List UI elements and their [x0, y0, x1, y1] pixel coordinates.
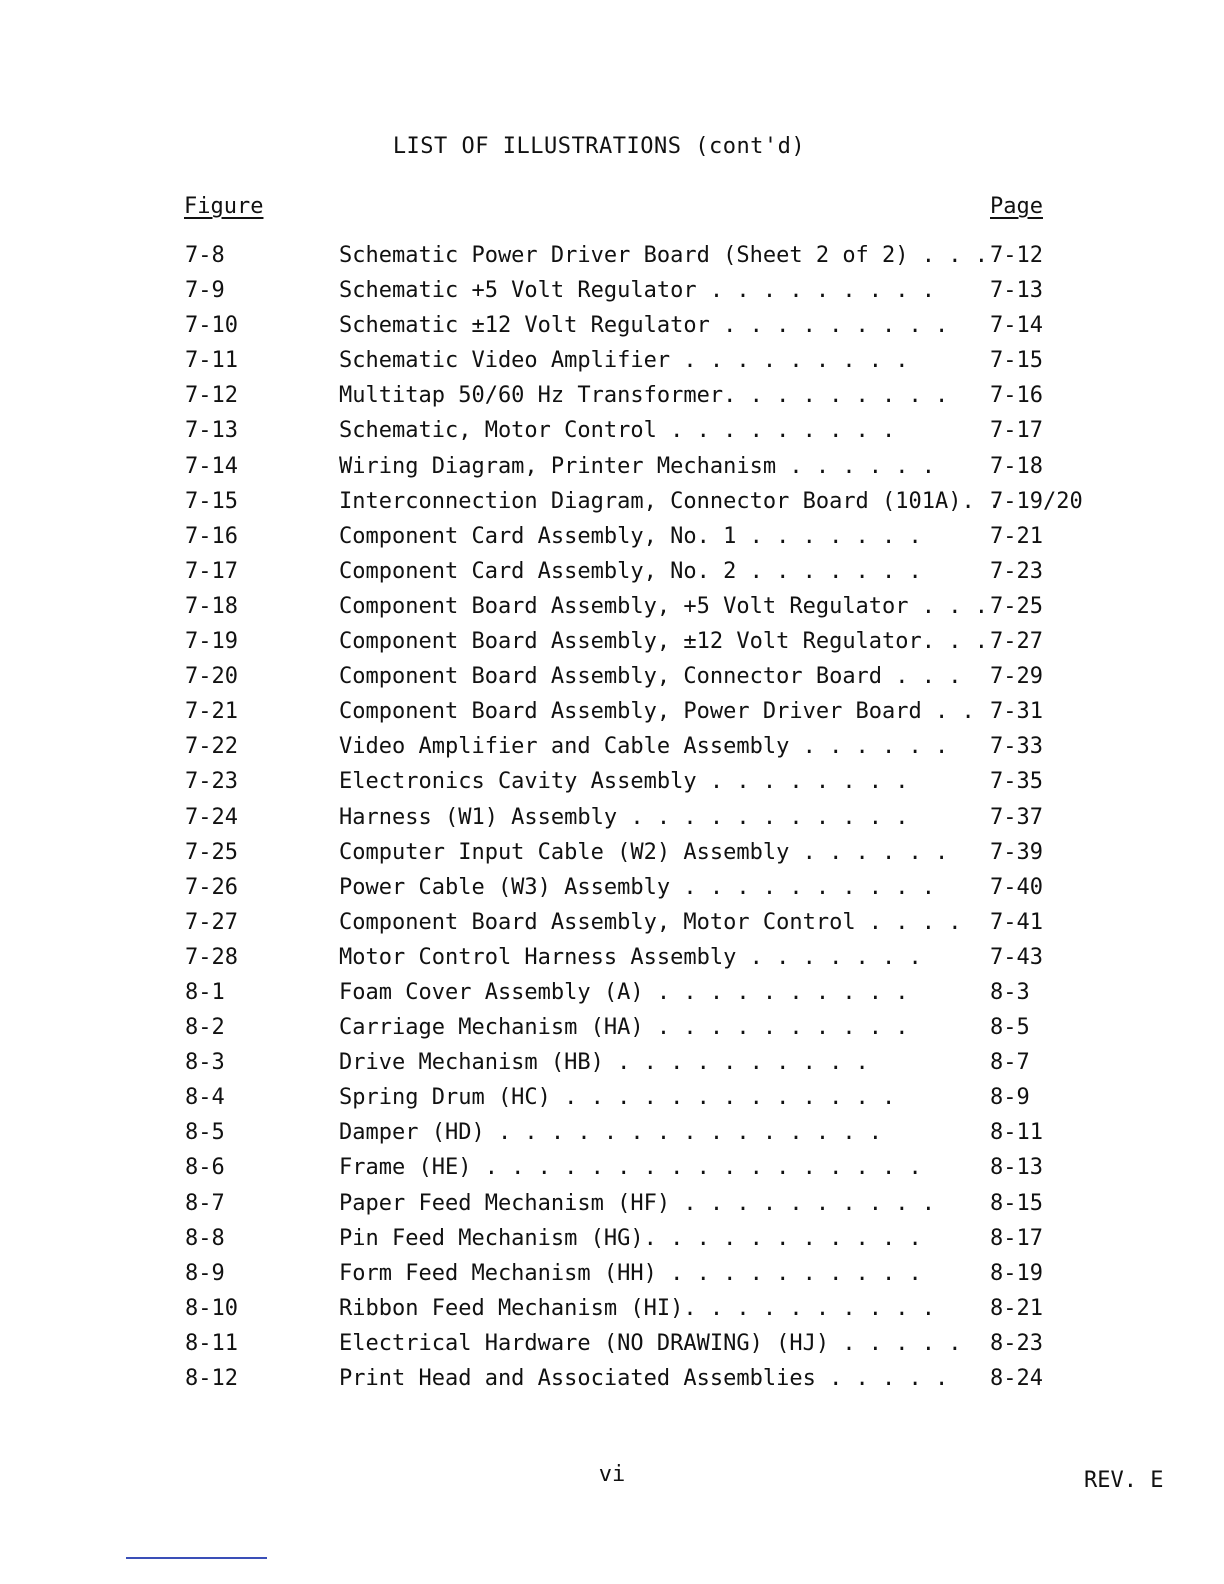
figure-number: 7-10 [185, 313, 238, 339]
list-item [0, 451, 1224, 486]
page-reference: 8-15 [990, 1190, 1043, 1216]
list-item [0, 1012, 1224, 1047]
figure-caption: Print Head and Associated Assemblies . . . . . [339, 1366, 949, 1391]
page-reference: 7-25 [990, 593, 1043, 619]
figure-number: 8-6 [185, 1155, 225, 1181]
figure-number: 7-15 [185, 488, 238, 514]
page-reference: 8-23 [990, 1330, 1043, 1356]
figure-caption: Paper Feed Mechanism (HF) . . . . . . . . . . [339, 1190, 936, 1216]
page-reference: 7-41 [990, 909, 1043, 935]
figure-number: 8-10 [185, 1295, 238, 1321]
figure-number: 7-24 [185, 804, 238, 830]
page-reference: 8-19 [990, 1260, 1043, 1286]
list-item [0, 1293, 1224, 1328]
list-item [0, 521, 1224, 556]
page-reference: 7-14 [990, 313, 1043, 339]
page-reference: 7-40 [990, 874, 1043, 900]
figure-caption: Component Card Assembly, No. 2 . . . . . . . [339, 558, 922, 584]
page-reference: 8-9 [990, 1085, 1030, 1111]
list-item [0, 240, 1224, 275]
list-item [0, 486, 1224, 521]
page-reference: 7-33 [990, 734, 1043, 760]
figure-number: 8-9 [185, 1260, 225, 1286]
figure-caption: Component Board Assembly, ±12 Volt Regulator. . . [339, 629, 989, 655]
figure-number: 7-28 [185, 944, 238, 970]
figure-caption: Schematic +5 Volt Regulator . . . . . . . . . [339, 278, 936, 304]
page-reference: 7-27 [990, 629, 1043, 655]
list-item [0, 837, 1224, 872]
figure-number: 8-11 [185, 1330, 238, 1356]
page-reference: 7-12 [990, 243, 1043, 268]
list-item [0, 1188, 1224, 1223]
figure-caption: Spring Drum (HC) . . . . . . . . . . . . . [339, 1085, 896, 1111]
page-reference: 7-13 [990, 278, 1043, 304]
page-reference: 8-11 [990, 1120, 1043, 1146]
list-item [0, 415, 1224, 450]
page-reference: 8-13 [990, 1155, 1043, 1181]
figure-caption: Power Cable (W3) Assembly . . . . . . . . . . [339, 874, 936, 900]
figure-caption: Component Card Assembly, No. 1 . . . . . . . [339, 523, 922, 549]
list-item [0, 661, 1224, 696]
figure-number: 7-26 [185, 874, 238, 900]
figure-number: 7-13 [185, 418, 238, 444]
figure-number: 7-17 [185, 558, 238, 584]
list-item [0, 942, 1224, 977]
figure-caption: Component Board Assembly, Motor Control . . . . [339, 909, 962, 935]
illustration-list [0, 240, 1224, 1398]
figure-caption: Schematic, Motor Control . . . . . . . . . [339, 418, 896, 444]
page-reference: 7-23 [990, 558, 1043, 584]
page-reference: 7-17 [990, 418, 1043, 444]
figure-caption: Pin Feed Mechanism (HG). . . . . . . . . . . [339, 1225, 922, 1251]
figure-caption: Component Board Assembly, Power Driver Board . . [339, 699, 975, 725]
list-item [0, 556, 1224, 591]
figure-number: 7-22 [185, 734, 238, 760]
page-reference: 7-29 [990, 664, 1043, 690]
figure-number: 7-20 [185, 664, 238, 690]
list-item [0, 380, 1224, 415]
figure-number: 8-5 [185, 1120, 225, 1146]
figure-number: 8-12 [185, 1366, 238, 1391]
figure-number: 8-8 [185, 1225, 225, 1251]
list-item [0, 907, 1224, 942]
list-item [0, 1152, 1224, 1187]
list-item [0, 731, 1224, 766]
list-item [0, 626, 1224, 661]
page-title: LIST OF ILLUSTRATIONS (cont'd) [392, 134, 806, 159]
figure-caption: Interconnection Diagram, Connector Board (101A). . [339, 488, 1002, 514]
page-reference: 7-35 [990, 769, 1043, 795]
page-reference: 8-3 [990, 979, 1030, 1005]
figure-caption: Damper (HD) . . . . . . . . . . . . . . . [339, 1120, 883, 1146]
figure-number: 7-8 [185, 243, 225, 268]
list-item [0, 802, 1224, 837]
page-reference: 7-37 [990, 804, 1043, 830]
list-item [0, 345, 1224, 380]
figure-caption: Form Feed Mechanism (HH) . . . . . . . . . . [339, 1260, 922, 1286]
figure-number: 7-25 [185, 839, 238, 865]
page-reference: 8-17 [990, 1225, 1043, 1251]
list-item [0, 1047, 1224, 1082]
page-reference: 7-18 [990, 453, 1043, 479]
page-reference: 8-24 [990, 1366, 1043, 1391]
figure-caption: Component Board Assembly, +5 Volt Regulator . . . [339, 593, 989, 619]
figure-caption: Schematic Video Amplifier . . . . . . . . . [339, 348, 909, 374]
figure-caption: Component Board Assembly, Connector Board . . . [339, 664, 962, 690]
figure-caption: Frame (HE) . . . . . . . . . . . . . . . . . [339, 1155, 922, 1181]
figure-number: 8-4 [185, 1085, 225, 1111]
page-reference: 7-31 [990, 699, 1043, 725]
figure-caption: Harness (W1) Assembly . . . . . . . . . . . [339, 804, 909, 830]
page-number: vi [598, 1462, 626, 1487]
figure-caption: Drive Mechanism (HB) . . . . . . . . . . [339, 1050, 869, 1076]
list-item [0, 275, 1224, 310]
page-reference: 8-21 [990, 1295, 1043, 1321]
figure-caption: Motor Control Harness Assembly . . . . . . . [339, 944, 922, 970]
figure-number: 7-16 [185, 523, 238, 549]
figure-number: 8-7 [185, 1190, 225, 1216]
page-reference: 7-15 [990, 348, 1043, 374]
figure-caption: Carriage Mechanism (HA) . . . . . . . . . . [339, 1015, 909, 1041]
figure-caption: Foam Cover Assembly (A) . . . . . . . . . . [339, 979, 909, 1005]
list-item [0, 1117, 1224, 1152]
figure-number: 7-27 [185, 909, 238, 935]
bottom-divider [126, 1557, 267, 1559]
page-reference: 7-16 [990, 383, 1043, 409]
page-reference: 7-43 [990, 944, 1043, 970]
figure-caption: Electrical Hardware (NO DRAWING) (HJ) . . . . . [339, 1330, 962, 1356]
list-item [0, 1082, 1224, 1117]
list-item [0, 872, 1224, 907]
figure-number: 7-21 [185, 699, 238, 725]
figure-number: 8-3 [185, 1050, 225, 1076]
list-item [0, 1328, 1224, 1363]
page-reference: 7-21 [990, 523, 1043, 549]
figure-number: 7-19 [185, 629, 238, 655]
figure-caption: Multitap 50/60 Hz Transformer. . . . . . . . . [339, 383, 949, 409]
figure-number: 7-18 [185, 593, 238, 619]
figure-number: 7-11 [185, 348, 238, 374]
page-reference: 8-5 [990, 1015, 1030, 1041]
figure-number: 7-9 [185, 278, 225, 304]
figure-caption: Schematic Power Driver Board (Sheet 2 of 2) . . . [339, 243, 989, 268]
list-item [0, 977, 1224, 1012]
page-reference: 7-39 [990, 839, 1043, 865]
figure-caption: Computer Input Cable (W2) Assembly . . . . . . [339, 839, 949, 865]
list-item [0, 591, 1224, 626]
figure-caption: Wiring Diagram, Printer Mechanism . . . . . . [339, 453, 936, 479]
page-reference: 8-7 [990, 1050, 1030, 1076]
figure-number: 8-2 [185, 1015, 225, 1041]
list-item [0, 1363, 1224, 1398]
list-item [0, 1258, 1224, 1293]
figure-number: 7-12 [185, 383, 238, 409]
figure-caption: Electronics Cavity Assembly . . . . . . . . [339, 769, 909, 795]
figure-caption: Schematic ±12 Volt Regulator . . . . . . . . . [339, 313, 949, 339]
figure-column-header: Figure [184, 194, 264, 219]
figure-caption: Ribbon Feed Mechanism (HI). . . . . . . . . . [339, 1295, 936, 1321]
figure-number: 8-1 [185, 979, 225, 1005]
figure-caption: Video Amplifier and Cable Assembly . . . . . . [339, 734, 949, 760]
list-item [0, 310, 1224, 345]
list-item [0, 766, 1224, 801]
figure-number: 7-23 [185, 769, 238, 795]
revision-label: REV. E [1084, 1468, 1164, 1493]
list-item [0, 1223, 1224, 1258]
figure-number: 7-14 [185, 453, 238, 479]
page-reference: 7-19/20 [990, 488, 1083, 514]
list-item [0, 696, 1224, 731]
page-column-header: Page [990, 194, 1043, 219]
